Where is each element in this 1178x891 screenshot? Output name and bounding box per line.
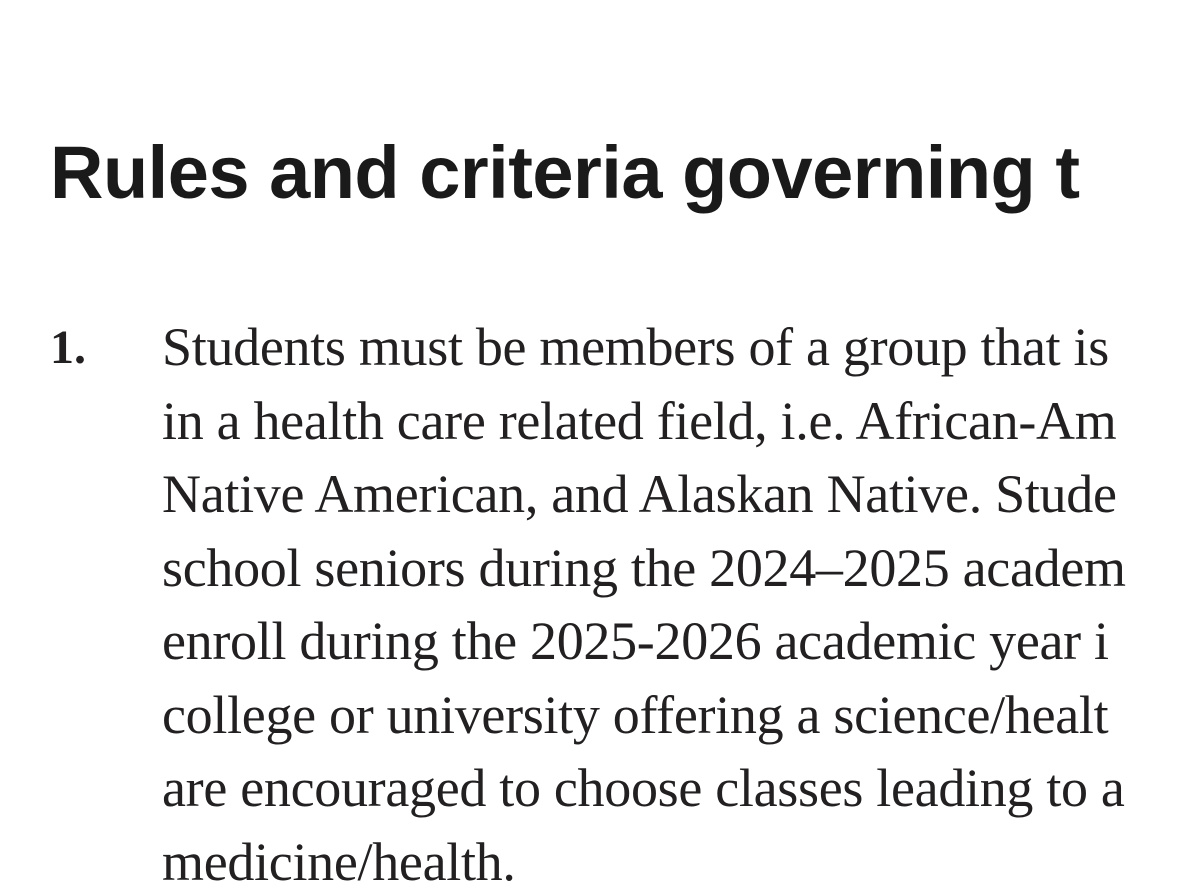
list-item-number: 1. xyxy=(50,321,86,374)
list-item-text xyxy=(162,311,1126,891)
text-line: Students must be members of a group that is xyxy=(162,317,1109,377)
text-line: in a health care related field, i.e. African-Am xyxy=(162,390,1117,451)
text-line: Native American, and Alaskan Native. Stude xyxy=(162,464,1117,524)
text-line: medicine/health. xyxy=(162,831,516,891)
text-line: school seniors during the 2024–2025 academ xyxy=(162,537,1126,598)
text-line: enroll during the 2025-2026 academic year i xyxy=(162,611,1109,671)
text-line: are encouraged to choose classes leading to a xyxy=(162,758,1125,818)
section-heading: Rules and criteria governing t xyxy=(50,131,1080,214)
text-line: college or university offering a science/healt xyxy=(162,684,1109,745)
